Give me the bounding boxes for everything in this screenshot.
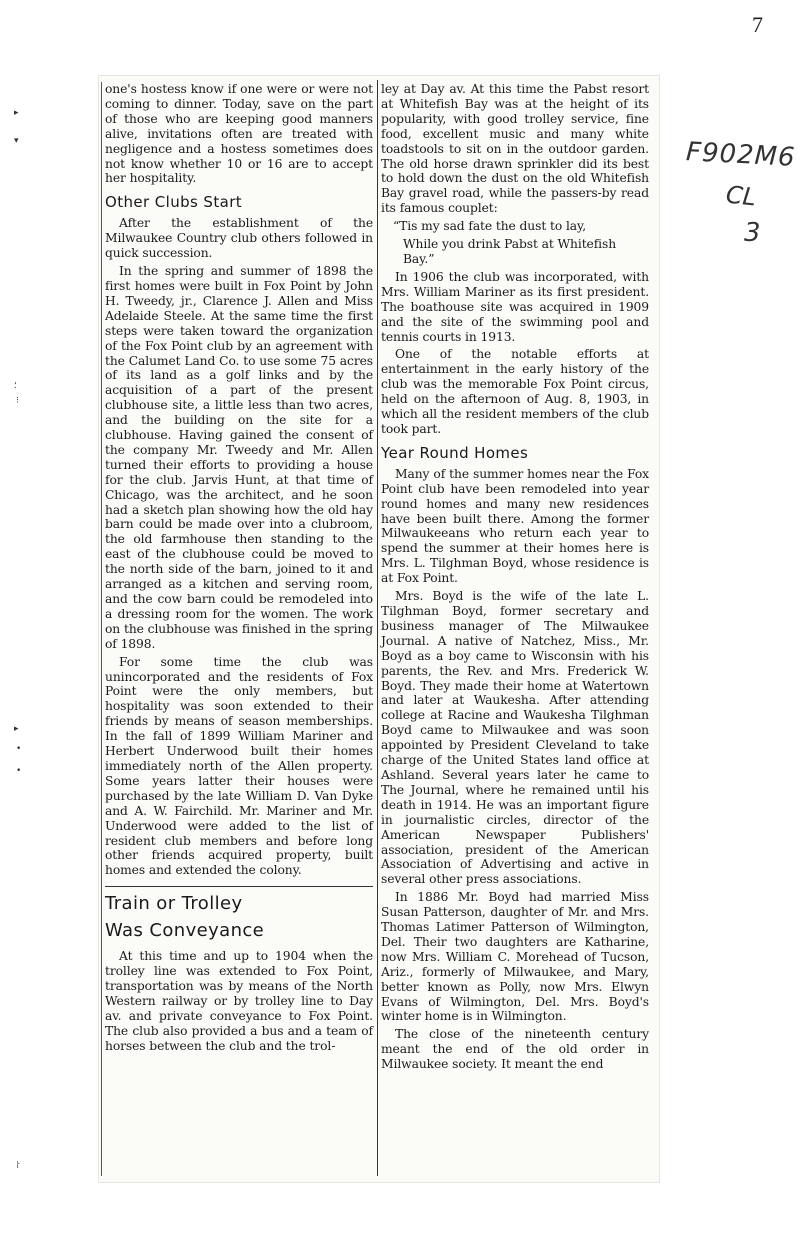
paragraph: Mrs. Boyd is the wife of the late L. Tilghman Boyd, former secretary and business manager of The Milwaukee Journal. A native of Natchez, Miss., Mr. Boyd as a boy came to Wisconsin with his parents, the Rev. and Mrs. Frederick W. Boyd. They made their home at Watertown and later at Waukesha. After attending college at Racine and Waukesha Tilghman Boyd came to Milwaukee and was soon appointed by President Cleveland to take charge of the United States land office at Ashland. Several years later he came to The Journal, where he remained until his death in 1914. He was an important figure in journalistic circles, director of the American Newspaper Publishers' association, president of the American Association of Advertising and active in several other press associations. [381,589,649,887]
paragraph: In the spring and summer of 1898 the first homes were built in Fox Point by John H. Tweedy, jr., Clarence J. Allen and Miss Adelaide Steele. At the same time the first steps were taken toward the organization of the Fox Point club by an agreement with the Calumet Land Co. to use some 75 acres of its land as a golf links and by the acquisition of a part of the present clubhouse site, a little less than two acres, and the building on the site for a clubhouse. Having gained the consent of the company Mr. Tweedy and Mr. Allen turned their efforts to providing a house for the club. Jarvis Hunt, at that time of Chicago, was the architect, and he soon had a sketch plan showing how the old hay barn could be made over into a clubroom, the old farmhouse then standing to the east of the clubhouse could be moved to the north side of the barn, joined to it and arranged as a kitchen and serving room, and the cow barn could be remodeled into a dressing room for the women. The work on the clubhouse was finished in the spring of 1898. [105,264,373,651]
section-heading: Train or Trolley [105,886,373,917]
handwritten-initials: CL [724,180,758,212]
margin-mark: ⸵ [14,381,17,391]
margin-mark: ⁝ [16,396,19,406]
paragraph: After the establishment of the Milwaukee Country club others followed in quick succession. [105,216,373,261]
paragraph: ley at Day av. At this time the Pabst resort at Whitefish Bay was at the height of its popularity, with good trolley service, fine food, excellent music and many white toadstools to sit on in the outdoor garden. The old horse drawn sprinkler did its best to hold down the dust on the old Whitefish Bay gravel road, while the passers-by read its famous couplet: [381,82,649,216]
page-number: 7 [752,12,763,37]
paragraph: In 1906 the club was incorporated, with Mrs. William Mariner as its first president. The boathouse site was acquired in 1909 and the site of the swimming pool and tennis courts in 1913. [381,269,649,344]
paragraph: The close of the nineteenth century meant the end of the old order in Milwaukee society. It meant the end [381,1027,649,1072]
margin-mark: ▸ [14,724,19,734]
margin-mark: • [16,744,22,754]
margin-mark: ▾ [14,136,19,146]
section-heading: Was Conveyance [105,920,265,942]
handwritten-number: 3 [744,218,761,248]
margin-mark: ▸ [14,108,19,118]
section-heading: Year Round Homes [381,443,529,462]
newspaper-clipping [99,76,659,1182]
column-divider [377,80,378,1176]
paragraph: one's hostess know if one were or were not coming to dinner. Today, save on the part of those who are keeping good manners alive, invitations often are treated with negligence and a hostess sometimes does not know whether 10 or 16 are to accept her hospitality. [105,82,373,186]
paragraph: At this time and up to 1904 when the trolley line was extended to Fox Point, transportation was by means of the North Western railway or by trolley line to Day av. and private conveyance to Fox Point. The club also provided a bus and a team of horses between the club and the trol- [105,949,373,1053]
paragraph: In 1886 Mr. Boyd had married Miss Susan Patterson, daughter of Mr. and Mrs. Thomas Latimer Patterson of Wilmington, Del. Their two daughters are Katharine, now Mrs. William C. Morehead of Tucson, Ariz., formerly of Milwaukee, and Mary, better known as Polly, now Mrs. Elwyn Evans of Wilmington, Del. Mrs. Boyd's winter home is in Wilmington. [381,890,649,1024]
paragraph: For some time the club was unincorporated and the residents of Fox Point were the only members, but hospitality was soon extended to their friends by means of season memberships. In the fall of 1899 William Mariner and Herbert Underwood built their homes immediately north of the Allen property. Some years latter their houses were purchased by the late William D. Van Dyke and A. W. Fairchild. Mr. Mariner and Mr. Underwood were added to the list of resident club members and before long other friends acquired property, built homes and extended the colony. [105,654,373,878]
right-column [381,82,649,1075]
column-rule [101,82,102,1176]
margin-mark: ⸷ [16,1161,20,1171]
handwritten-code: F902M6 [685,137,797,173]
section-heading: Other Clubs Start [105,193,243,212]
paragraph: One of the notable efforts at entertainment in the early history of the club was the memorable Fox Point circus, held on the afternoon of Aug. 8, 1903, in which all the resident members of the club took part. [381,347,649,436]
left-column [105,82,373,1057]
paragraph: Many of the summer homes near the Fox Point club have been remodeled into year round homes and many new residences have been built there. Among the former Milwaukeeans who return each year to spend the summer at their homes here is Mrs. L. Tilghman Boyd, whose residence is at Fox Point. [381,466,649,586]
poem-line: While you drink Pabst at Whitefish Bay.” [403,237,617,266]
margin-mark: • [16,766,22,776]
poem-line: “Tis my sad fate the dust to lay, [393,219,587,234]
